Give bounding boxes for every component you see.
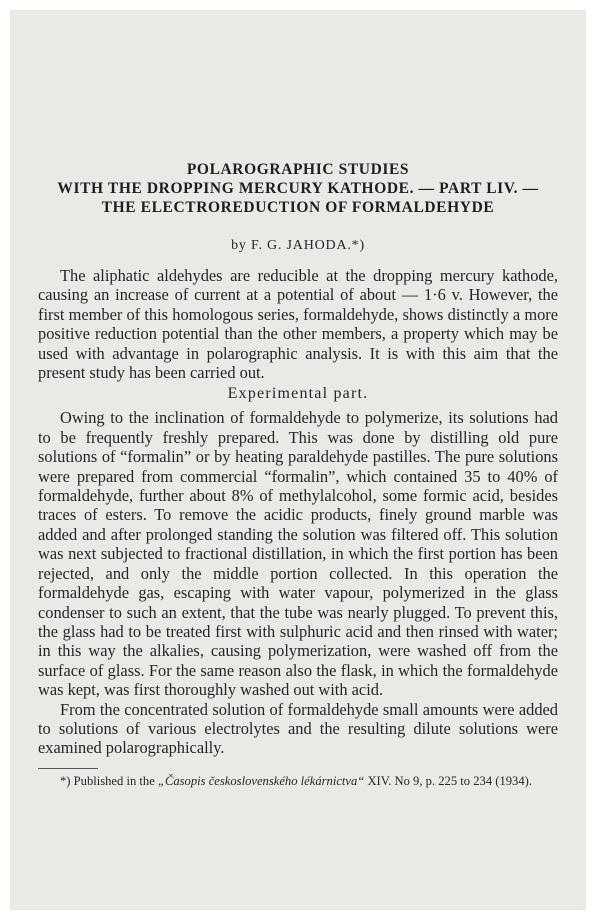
footnote-divider [38,768,98,769]
closing-paragraph: From the concentrated solution of formaldehyde small amounts were added to solutions of various electrolytes and the resulting dilute solutions were examined polarographically. [38,699,558,758]
title-line-3: THE ELECTROREDUCTION OF FORMALDEHYDE [101,199,495,216]
method-paragraph: Owing to the inclination of formaldehyde to polymerize, its solutions had to be frequently freshly prepared. This was done by distilling old pure solutions of “formalin” or by heating paraldehyde pastilles. The pure solutions were prepared from commercial “formalin”, which contained 35 to 40% of formaldehyde, further about 8% of methylalcohol, some formic acid, besides traces of esters. To remove the acidic products, finely ground marble was added and after prolonged standing the solution was filtered off. This solution was next subjected to fractional distillation, in which the first portion has been rejected, and only the middle portion collected. In this operation the formaldehyde gas, escaping with water vapour, polymerized in the glass condenser to such an extent, that the tube was nearly plugged. To prevent this, the glass had to be treated first with sulphuric acid and then rinsed with water; in this way the alkalies, causing polymerization, were washed off from the surface of glass. For the same reason also the flask, in which the formaldehyde was kept, was first thoroughly washed out with acid. [38,408,558,700]
footnote-suffix: XIV. No 9, p. 225 to 234 (1934). [364,773,532,788]
title-line-2: WITH THE DROPPING MERCURY KATHODE. — PART LIV. — [57,180,539,197]
footnote [38,773,558,789]
journal-page [10,10,586,910]
title-line-1: POLAROGRAPHIC STUDIES [186,161,410,178]
footnote-prefix: *) Published in the [60,773,158,788]
intro-paragraph: The aliphatic aldehydes are reducible at the dropping mercury kathode, causing an increase of current at a potential of about — 1·6 v. However, the first member of this homologous series, formaldehyde, shows distinctly a more positive reduction potential than the other members, a property which may be used with advantage in polarographic analysis. It is with this aim that the present study has been carried out. [38,266,558,383]
section-heading: Experimental part. [227,385,369,403]
article-title [38,160,558,217]
author-byline: by F. G. JAHODA.*) [231,238,365,253]
footnote-journal: „Časopis československého lékárnictva“ [157,773,365,788]
